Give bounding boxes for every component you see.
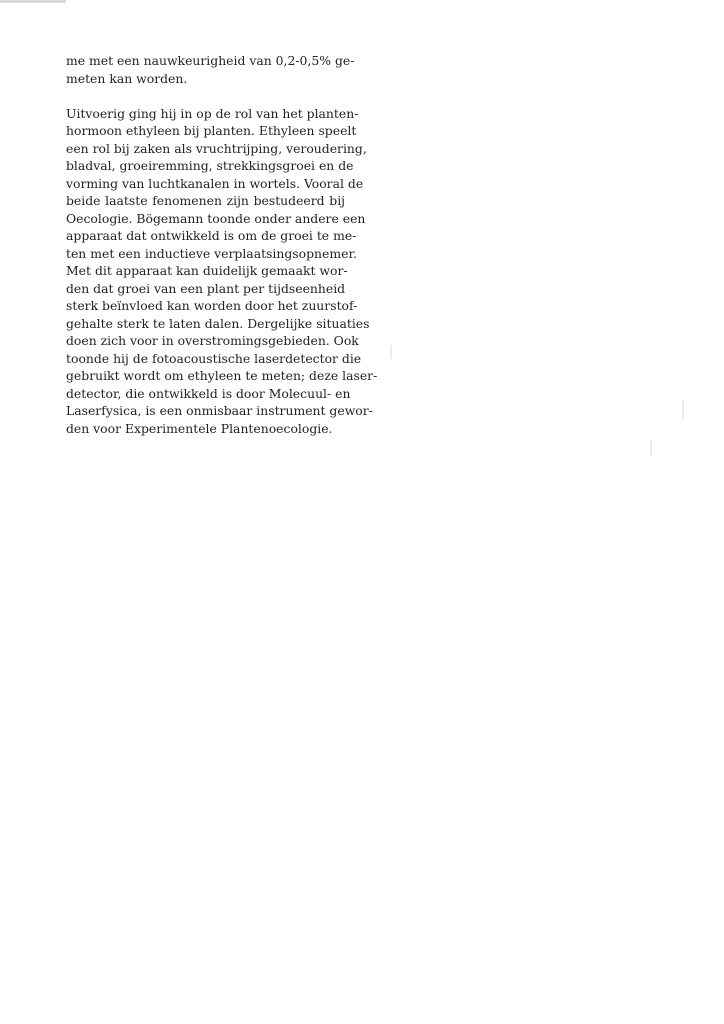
show-through-mark: [650, 440, 652, 456]
text-line: doen zich voor in overstromingsgebieden. Ook: [66, 333, 359, 348]
article-text-column: [66, 52, 378, 437]
text-line: hormoon ethyleen bij planten. Ethyleen speelt: [66, 123, 357, 138]
text-line: sterk beïnvloed kan worden door het zuurstof-: [66, 298, 358, 313]
text-line: ten met een inductieve verplaatsingsopnemer.: [66, 245, 357, 261]
text-line: toonde hij de fotoacoustische laserdetector die: [66, 350, 362, 366]
text-line: den voor Experimentele Plantenoecologie.: [66, 420, 333, 436]
paragraph-measurement-accuracy: [66, 52, 355, 87]
text-line: Laserfysica, is een onmisbaar instrument gewor-: [66, 403, 373, 418]
text-line: bladval, groeiremming, strekkingsgroei en de: [66, 158, 354, 173]
text-line: me met een nauwkeurigheid van 0,2-0,5% ge-: [66, 53, 355, 68]
show-through-mark: [682, 400, 684, 420]
text-line: detector, die ontwikkeld is door Molecuul- en: [66, 385, 351, 401]
text-line: Uitvoerig ging hij in op de rol van het planten-: [66, 105, 359, 121]
text-line: Oecologie. Bögemann toonde onder andere een: [66, 210, 366, 226]
scan-edge-mark: [0, 0, 66, 3]
text-line: gebruikt wordt om ethyleen te meten; deze laser-: [66, 368, 378, 383]
show-through-mark: [390, 345, 392, 359]
text-line: beide laatste fenomenen zijn bestudeerd bij: [66, 193, 345, 208]
text-line: gehalte sterk te laten dalen. Dergelijke situaties: [66, 315, 370, 331]
text-line: den dat groei van een plant per tijdseenheid: [66, 280, 346, 296]
paragraph-spacer: [66, 87, 345, 105]
text-line: vorming van luchtkanalen in wortels. Vooral de: [66, 175, 364, 191]
paragraph-ethylene: [66, 105, 378, 438]
text-line: Met dit apparaat kan duidelijk gemaakt wor-: [66, 263, 348, 278]
text-line: een rol bij zaken als vruchtrijping, veroudering,: [66, 140, 367, 156]
text-line: apparaat dat ontwikkeld is om de groei te me-: [66, 228, 357, 243]
text-line: meten kan worden.: [66, 70, 188, 86]
